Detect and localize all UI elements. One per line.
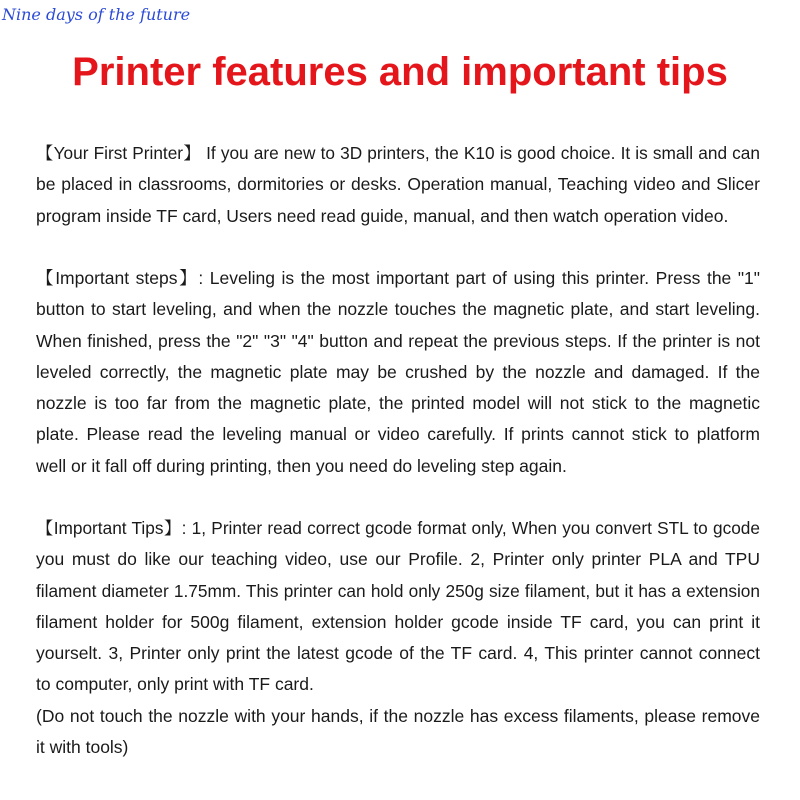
- text-line: it with tools): [36, 737, 129, 758]
- text-line: 【Important Tips】: 1, Printer read correct gcode format only, When you convert STL to gcode: [36, 518, 760, 538]
- text-line: well or it fall off during printing, then you need do leveling step again.: [36, 455, 567, 476]
- text-line: plate. Please read the leveling manual or video carefully. If prints cannot stick to platform: [36, 424, 760, 445]
- watermark-text: Nine days of the future: [2, 5, 191, 24]
- text-line: to computer, only print with TF card.: [36, 674, 314, 695]
- text-line: button to start leveling, and when the nozzle touches the magnetic plate, and start leveling.: [36, 299, 760, 320]
- paragraph-important-tips: [36, 513, 760, 763]
- text-line: nozzle is too far from the magnetic plate, the printed model will not stick to the magnetic: [36, 393, 760, 414]
- paragraph-first-printer: [36, 138, 760, 232]
- text-line: program inside TF card, Users need read guide, manual, and then watch operation video.: [36, 205, 729, 226]
- paragraph-important-steps: [36, 263, 760, 482]
- text-line: 【Your First Printer】 If you are new to 3D printers, the K10 is good choice. It is small and can: [36, 143, 760, 163]
- text-line: filament holder for 500g filament, extension holder gcode inside TF card, you can print it: [36, 611, 760, 632]
- text-line: 【Important steps】: Leveling is the most important part of using this printer. Press the "1": [36, 268, 760, 288]
- text-line: filament diameter 1.75mm. This printer can hold only 250g size filament, but it has a extension: [36, 580, 760, 601]
- text-line: (Do not touch the nozzle with your hands, if the nozzle has excess filaments, please remove: [36, 705, 760, 726]
- text-line: you must do like our teaching video, use our Profile. 2, Printer only printer PLA and TPU: [36, 549, 760, 570]
- text-line: When finished, press the "2" "3" "4" button and repeat the previous steps. If the printer is not: [36, 330, 760, 351]
- text-line: leveled correctly, the magnetic plate may be crushed by the nozzle and damaged. If the: [36, 361, 760, 382]
- text-line: be placed in classrooms, dormitories or desks. Operation manual, Teaching video and Slicer: [36, 174, 760, 195]
- page-title: Printer features and important tips: [72, 50, 728, 94]
- text-line: yourselt. 3, Printer only print the latest gcode of the TF card. 4, This printer cannot connect: [36, 643, 760, 664]
